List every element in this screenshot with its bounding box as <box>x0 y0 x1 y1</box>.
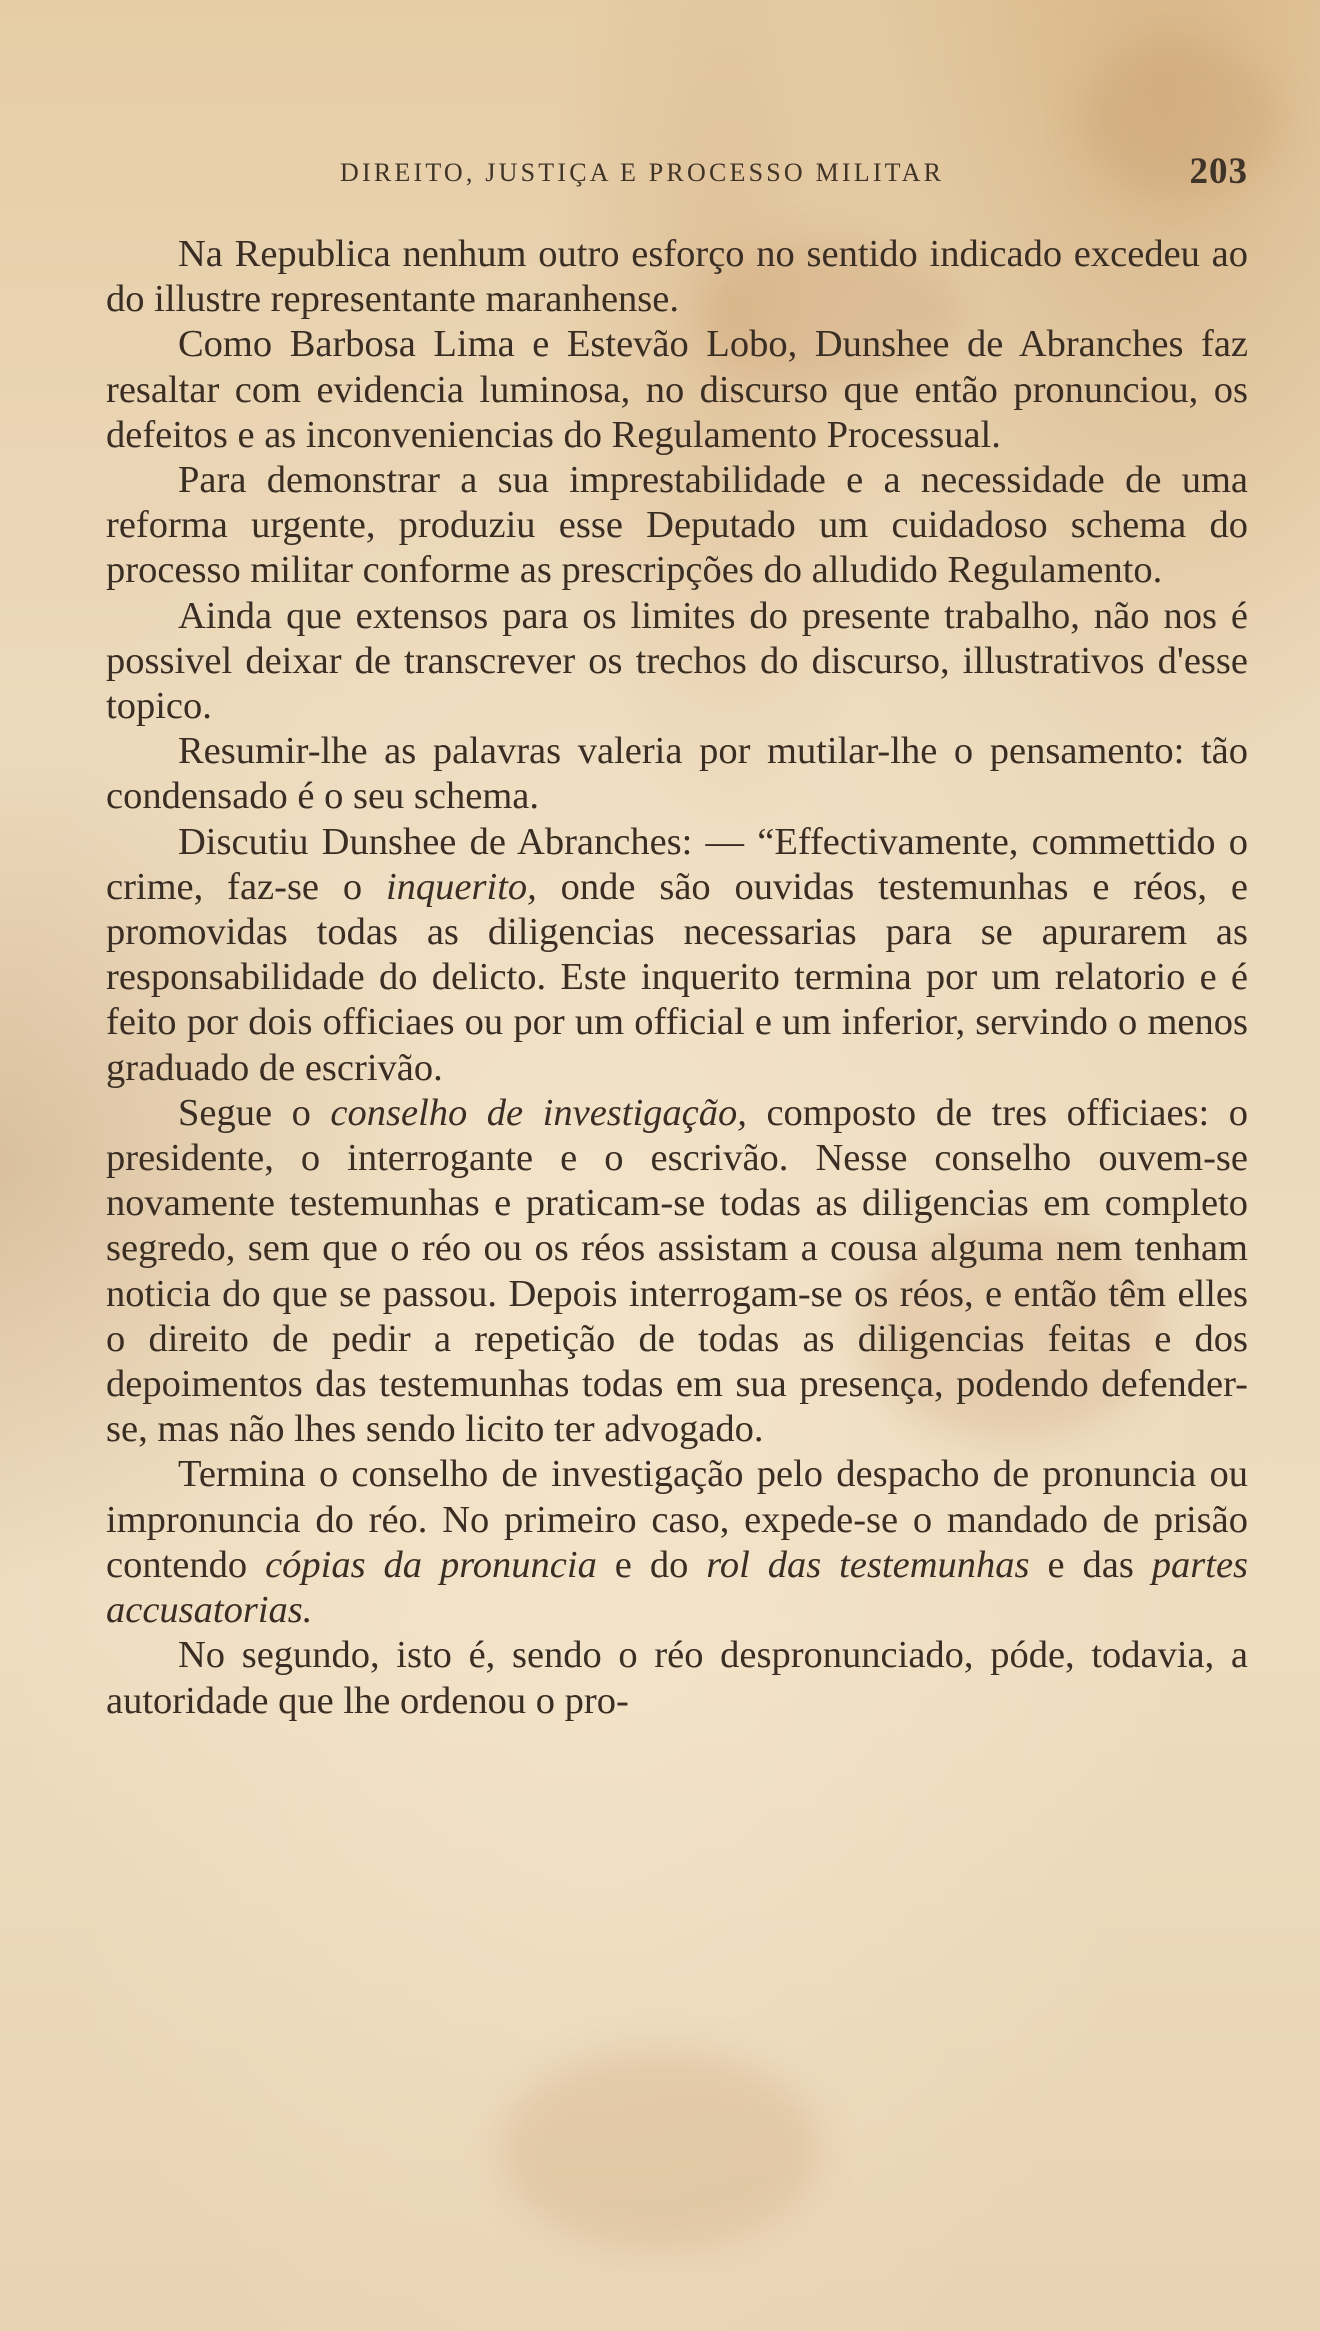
paragraph: Como Barbosa Lima e Estevão Lobo, Dunshee de Abranches faz resaltar com evidencia luminosa, no discurso que então pronunciou, os defeitos e as inconveniencias do Regulamento Processual. <box>106 323 1248 456</box>
paragraph <box>106 820 1248 1091</box>
paragraph-text: onde são ouvidas testemunhas e réos, e promovidas todas as diligencias necessarias para se apurarem as responsabilidade do delicto. Este inquerito termina por um relatorio e é feito por dois officiaes ou por um official e um inferior, servindo o menos graduado de escrivão. <box>106 865 1248 1089</box>
paragraph: Resumir-lhe as palavras valeria por mutilar-lhe o pensamento: tão condensado é o seu schema. <box>106 730 1248 818</box>
paragraph-text: e do <box>596 1543 707 1586</box>
body-text <box>106 232 1248 1724</box>
page-number: 203 <box>1189 151 1248 192</box>
paragraph: Ainda que extensos para os limites do presente trabalho, não nos é possivel deixar de transcrever os trechos do discurso, illustrativos d'esse topico. <box>106 594 1248 728</box>
italic-term: inquerito, <box>385 865 537 908</box>
paragraph-text: e das <box>1029 1543 1152 1586</box>
paragraph-text: composto de tres officiaes: o presidente, o interrogante e o escrivão. Nesse conselho ouvem-se novamente testemunhas e praticam-se todas as diligencias em completo segredo, sem que o réo ou os réos assistam a cousa alguma nem tenham noticia do que se passou. Depois interrogam-se os réos, e então têm elles o direito de pedir a repetição de todas as diligencias feitas e dos depoimentos das testemunhas todas em sua presença, podendo defender-se, mas não lhes sendo licito ter advogado. <box>106 1091 1249 1451</box>
paper-stain <box>500 2050 820 2250</box>
paragraph-text: Termina o conselho de investigação pelo despacho de pronuncia ou impronuncia do réo. No primeiro caso, expede-se o mandado de prisão contendo <box>106 1453 1248 1586</box>
italic-term: conselho de investigação, <box>330 1091 747 1134</box>
paragraph <box>106 1452 1248 1633</box>
italic-term: cópias da pronuncia <box>265 1543 597 1586</box>
page-header <box>110 148 1248 196</box>
paragraph-text: Segue o <box>178 1091 331 1134</box>
italic-term: partes accusatorias. <box>106 1543 1249 1632</box>
paragraph-text: Discutiu Dunshee de Abranches: — “Effectivamente, commettido o crime, faz-se o <box>106 820 1248 908</box>
paragraph: Para demonstrar a sua imprestabilidade e a necessidade de uma reforma urgente, produziu esse Deputado um cuidadoso schema do processo militar conforme as prescripções do alludido Regulamento. <box>106 459 1248 592</box>
paragraph: No segundo, isto é, sendo o réo despronunciado, póde, todavia, a autoridade que lhe ordenou o pro- <box>106 1634 1248 1722</box>
paragraph <box>106 1091 1248 1453</box>
italic-term: rol das testemunhas <box>706 1543 1030 1586</box>
paragraph: Na Republica nenhum outro esforço no sentido indicado excedeu ao do illustre representante maranhense. <box>106 233 1248 321</box>
running-title: DIREITO, JUSTIÇA E PROCESSO MILITAR <box>340 158 945 187</box>
